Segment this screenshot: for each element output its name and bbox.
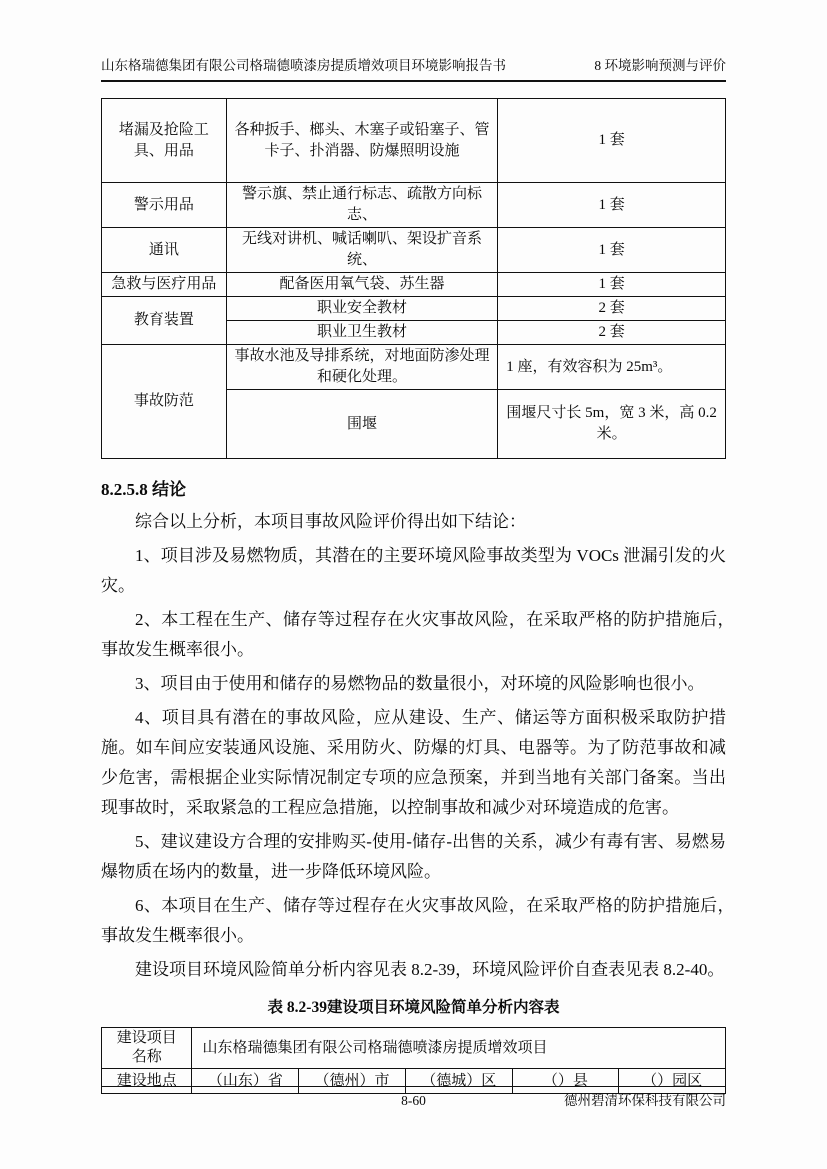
page-header	[101, 0, 726, 82]
body-paragraph: 综合以上分析，本项目事故风险评价得出如下结论：	[135, 512, 526, 531]
cell-description: 各种扳手、榔头、木塞子或铅塞子、管卡子、扑消器、防爆照明设施	[226, 99, 497, 183]
cell-district: （德城）区	[405, 1069, 512, 1094]
table-row	[102, 1028, 726, 1069]
body-paragraph: 3、项目由于使用和储存的易燃物品的数量很小，对环境的风险影响也很小。	[135, 674, 705, 693]
cell-quantity: 围堰尺寸长 5m，宽 3 米，高 0.2 米。	[498, 390, 726, 459]
body-paragraph: 建设项目环境风险简单分析内容见表 8.2-39，环境风险评价自查表见表 8.2-40。	[135, 960, 725, 979]
cell-category: 通讯	[102, 228, 227, 273]
cell-quantity: 1 套	[498, 183, 726, 228]
body-paragraph: 1、项目涉及易燃物质，其潜在的主要环境风险事故类型为 VOCs 泄漏引发的火灾。	[101, 546, 726, 595]
cell-category: 事故防范	[102, 345, 227, 459]
row-label-line: 名称	[131, 1049, 162, 1065]
cell-category: 警示用品	[102, 183, 227, 228]
cell-quantity: 1 套	[498, 228, 726, 273]
page-content	[101, 0, 743, 1094]
cell-description: 警示旗、禁止通行标志、疏散方向标志、	[226, 183, 497, 228]
cell-county: （）县	[512, 1069, 619, 1094]
table-row	[102, 273, 726, 297]
body-paragraph: 2、本工程在生产、储存等过程存在火灾事故风险，在采取严格的防护措施后， 事故发生概率很小。	[101, 610, 743, 659]
row-label-line: 建设项目	[116, 1030, 177, 1046]
cell-description: 职业安全教材	[226, 297, 497, 321]
emergency-equipment-table	[101, 98, 726, 459]
cell-description: 事故水池及导排系统，对地面防渗处理和硬化处理。	[226, 345, 497, 390]
cell-quantity: 1 座，有效容积为 25m³。	[498, 345, 726, 390]
cell-quantity: 2 套	[498, 321, 726, 345]
page-footer	[101, 1086, 726, 1109]
table-row	[102, 228, 726, 273]
risk-analysis-table	[101, 1027, 726, 1094]
row-label-location: 建设地点	[102, 1069, 192, 1094]
cell-project-name: 山东格瑞德集团有限公司格瑞德喷漆房提质增效项目	[192, 1028, 726, 1069]
body-paragraph: 5、建议建设方合理的安排购买-使用-储存-出售的关系，减少有毒有害、易燃易爆物质在场内的数量，进一步降低环境风险。	[101, 832, 726, 881]
section-heading: 8.2.5.8 结论	[101, 480, 186, 499]
cell-description: 无线对讲机、喊话喇叭、架设扩音系统、	[226, 228, 497, 273]
cell-category: 急救与医疗用品	[102, 273, 227, 297]
cell-description: 围堰	[226, 390, 497, 459]
table-row	[102, 99, 726, 183]
body-paragraph: 6、本项目在生产、储存等过程存在火灾事故风险，在采取严格的防护措施后， 事故发生概率很小。	[101, 896, 743, 945]
table-row	[102, 345, 726, 390]
body-paragraph: 4、项目具有潜在的事故风险，应从建设、生产、储运等方面积极采取防护措施。如车间应安装通风设施、采用防火、防爆的灯具、电器等。为了防范事故和减少危害，需根据企业实际情况制定专项的应急预案，并到当地有关部门备案。当出现事故时，采取紧急的工程应急措施，以控制事故和减少对环境造成的危害。	[101, 708, 726, 817]
page-number: 8-60	[401, 1093, 426, 1108]
cell-category: 堵漏及抢险工具、用品	[102, 99, 227, 183]
cell-quantity: 1 套	[498, 99, 726, 183]
cell-description: 职业卫生教材	[226, 321, 497, 345]
cell-description: 配备医用氧气袋、苏生器	[226, 273, 497, 297]
table-row	[102, 297, 726, 321]
header-report-title: 山东格瑞德集团有限公司格瑞德喷漆房提质增效项目环境影响报告书	[101, 58, 506, 73]
footer-company: 德州碧清环保科技有限公司	[564, 1093, 726, 1108]
cell-province: （山东）省	[192, 1069, 299, 1094]
cell-quantity: 1 套	[498, 273, 726, 297]
table-row	[102, 183, 726, 228]
cell-quantity: 2 套	[498, 297, 726, 321]
table-caption: 表 8.2-39建设项目环境风险简单分析内容表	[267, 999, 560, 1016]
cell-city: （德州）市	[299, 1069, 406, 1094]
cell-category: 教育装置	[102, 297, 227, 345]
row-label-project-name	[102, 1028, 192, 1069]
header-chapter-title: 8 环境影响预测与评价	[594, 58, 726, 73]
cell-park: （）园区	[619, 1069, 726, 1094]
